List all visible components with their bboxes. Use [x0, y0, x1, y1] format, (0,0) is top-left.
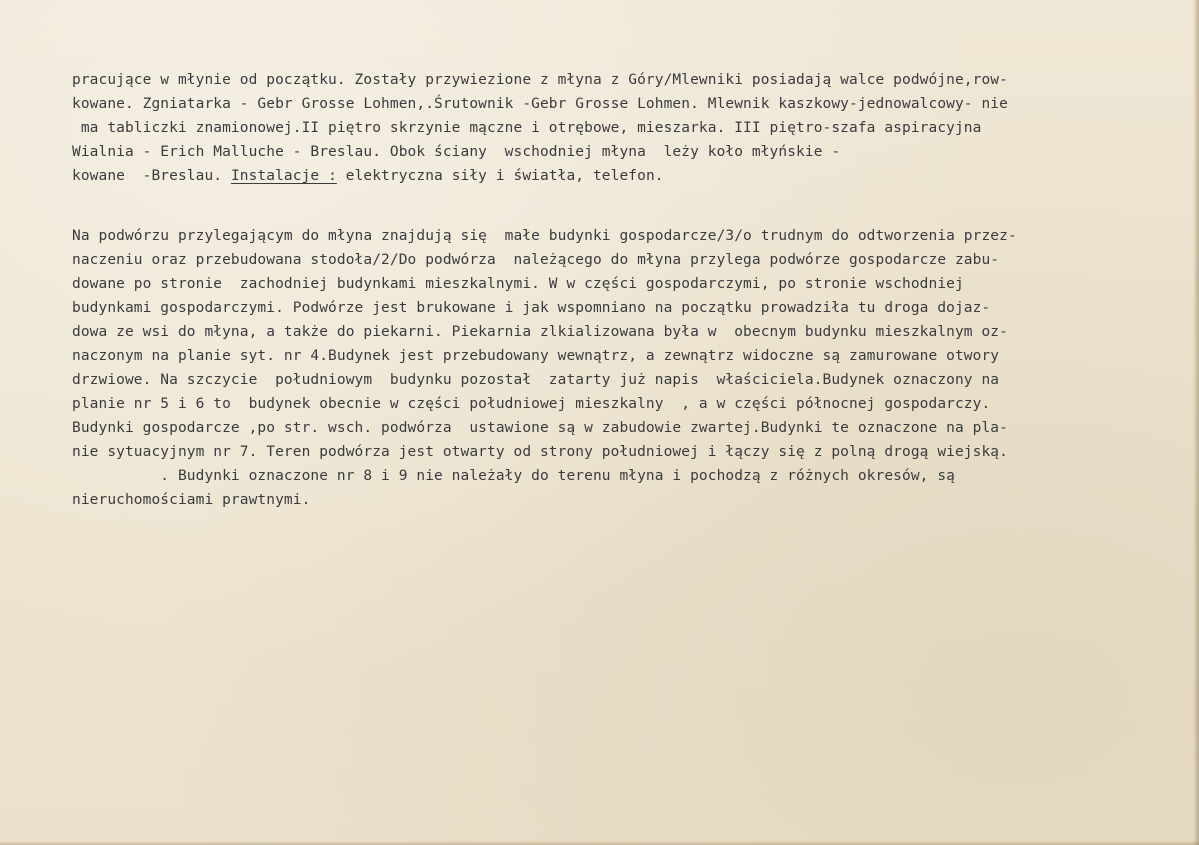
text-line: dowane po stronie zachodniej budynkami mieszkalnymi. W w części gospodarczymi, po stronie wschodniej	[72, 276, 964, 292]
paragraph-courtyard-buildings	[72, 224, 1182, 512]
text-line: nie sytuacyjnym nr 7. Teren podwórza jest otwarty od strony południowej i łączy się z polną drogą wiejską.	[72, 444, 1008, 460]
text-segment: elektryczna siły i światła, telefon.	[336, 168, 664, 184]
text-line: Na podwórzu przylegającym do młyna znajdują się małe budynki gospodarcze/3/o trudnym do odtworzenia przez-	[72, 228, 1017, 244]
text-line: planie nr 5 i 6 to budynek obecnie w części południowej mieszkalny , a w części północnej gospodarczy.	[72, 396, 991, 412]
paper-edge-shadow	[1193, 0, 1199, 845]
text-line: kowane. Zgniatarka - Gebr Grosse Lohmen,.Śrutownik -Gebr Grosse Lohmen. Mlewnik kaszkowy-jednowalcowy- nie	[72, 96, 1008, 112]
underlined-heading-installations: Instalacje :	[230, 168, 337, 184]
text-segment: kowane -Breslau.	[72, 168, 231, 184]
text-line: budynkami gospodarczymi. Podwórze jest brukowane i jak wspomniano na początku prowadziła tu droga dojaz-	[72, 300, 991, 316]
text-line: ma tabliczki znamionowej.II piętro skrzynie mączne i otrębowe, mieszarka. III piętro-szafa aspiracyjna	[72, 120, 982, 136]
paragraph-mill-equipment	[72, 68, 1182, 188]
text-line: . Budynki oznaczone nr 8 i 9 nie należały do terenu młyna i pochodzą z różnych okresów, są	[72, 468, 955, 484]
text-line: naczonym na planie syt. nr 4.Budynek jest przebudowany wewnątrz, a zewnątrz widoczne są zamurowane otwory	[72, 348, 1000, 364]
text-line: pracujące w młynie od początku. Zostały przywiezione z młyna z Góry/Mlewniki posiadają walce podwójne,row-	[72, 72, 1008, 88]
text-line	[72, 164, 1182, 188]
text-line: naczeniu oraz przebudowana stodoła/2/Do podwórza należącego do młyna przylega podwórze gospodarcze zabu-	[72, 252, 1000, 268]
text-line: dowa ze wsi do młyna, a także do piekarni. Piekarnia zlkializowana była w obecnym budynku mieszkalnym oz-	[72, 324, 1008, 340]
paper-edge-shadow	[0, 841, 1199, 845]
text-line: drzwiowe. Na szczycie południowym budynku pozostał zatarty już napis właściciela.Budynek oznaczony na	[72, 372, 1000, 388]
text-line: nieruchomościami prawtnymi.	[72, 492, 311, 508]
text-line: Budynki gospodarcze ,po str. wsch. podwórza ustawione są w zabudowie zwartej.Budynki te oznaczone na pla-	[72, 420, 1008, 436]
text-line: Wialnia - Erich Malluche - Breslau. Obok ściany wschodniej młyna leży koło młyńskie -	[72, 144, 841, 160]
